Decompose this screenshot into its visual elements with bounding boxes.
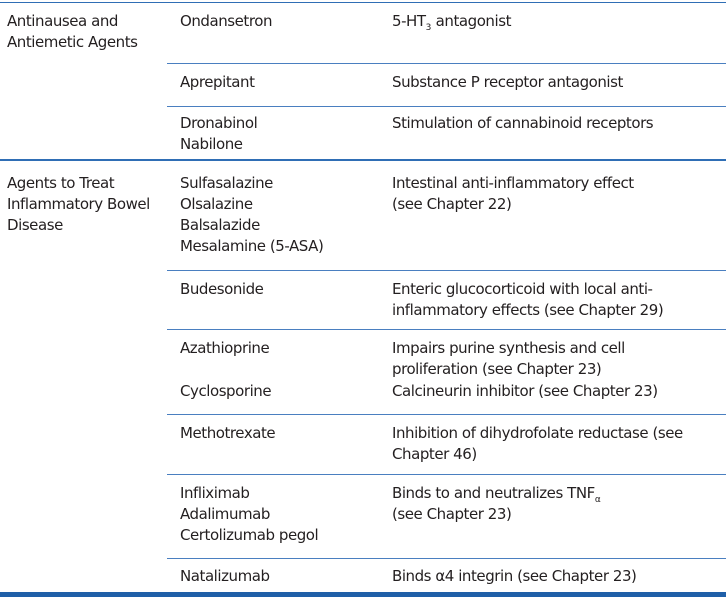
drug-name xyxy=(180,338,269,359)
mechanism-part: 5-HT xyxy=(392,12,426,30)
mechanism-subscript: α xyxy=(594,495,601,505)
row-divider xyxy=(167,63,726,64)
mechanism-line: Stimulation of cannabinoid receptors xyxy=(392,114,654,132)
mechanism-line: Binds α4 integrin (see Chapter 23) xyxy=(392,567,637,585)
row-divider xyxy=(167,558,726,559)
drug-line: Adalimumab xyxy=(180,505,270,523)
mechanism-line xyxy=(392,11,511,32)
mechanism-text xyxy=(392,566,636,587)
mechanism-line: Calcineurin inhibitor (see Chapter 23) xyxy=(392,382,658,400)
table-bottom-rule xyxy=(0,592,726,597)
mechanism-line: (see Chapter 23) xyxy=(392,505,512,523)
drug-line: Balsalazide xyxy=(180,216,260,234)
row-divider xyxy=(167,474,726,475)
drug-name xyxy=(180,381,271,402)
mechanism-text xyxy=(392,338,625,380)
drug-line: Methotrexate xyxy=(180,424,276,442)
drug-line: Olsalazine xyxy=(180,195,253,213)
drug-line: Budesonide xyxy=(180,280,264,298)
drug-name xyxy=(180,423,275,444)
drug-line: Aprepitant xyxy=(180,73,255,91)
category-label xyxy=(7,11,138,53)
drug-line: Certolizumab pegol xyxy=(180,526,319,544)
drug-name xyxy=(180,279,263,300)
table-top-rule xyxy=(0,2,726,3)
drug-line: Dronabinol xyxy=(180,114,258,132)
category-line: Antiemetic Agents xyxy=(7,33,138,51)
drug-line: Cyclosporine xyxy=(180,382,272,400)
mechanism-line: proliferation (see Chapter 23) xyxy=(392,360,602,378)
mechanism-part: antagonist xyxy=(431,12,512,30)
drug-line: Mesalamine (5-ASA) xyxy=(180,237,324,255)
mechanism-line: Intestinal anti-inflammatory effect xyxy=(392,174,634,192)
mechanism-line: Inhibition of dihydrofolate reductase (see xyxy=(392,424,683,442)
mechanism-text xyxy=(392,113,653,134)
row-divider xyxy=(167,270,726,271)
mechanism-line: Impairs purine synthesis and cell xyxy=(392,339,625,357)
mechanism-text xyxy=(392,483,601,525)
mechanism-line: Enteric glucocorticoid with local anti- xyxy=(392,280,653,298)
drug-line: Ondansetron xyxy=(180,12,273,30)
mechanism-text xyxy=(392,423,683,465)
drug-line: Nabilone xyxy=(180,135,243,153)
drug-name xyxy=(180,113,257,155)
mechanism-line xyxy=(392,483,601,504)
mechanism-subscript: 3 xyxy=(425,23,432,33)
drug-line: Infliximab xyxy=(180,484,250,502)
mechanism-text xyxy=(392,11,511,32)
mechanism-text xyxy=(392,72,623,93)
category-line: Inflammatory Bowel xyxy=(7,195,150,213)
section-divider xyxy=(0,159,726,161)
category-line: Agents to Treat xyxy=(7,174,115,192)
row-divider xyxy=(167,414,726,415)
drug-name xyxy=(180,11,272,32)
category-line: Disease xyxy=(7,216,63,234)
mechanism-text xyxy=(392,173,634,215)
drug-line: Azathioprine xyxy=(180,339,270,357)
mechanism-text xyxy=(392,381,658,402)
mechanism-text xyxy=(392,279,663,321)
drug-line: Sulfasalazine xyxy=(180,174,273,192)
mechanism-line: inflammatory effects (see Chapter 29) xyxy=(392,301,664,319)
drug-name xyxy=(180,566,270,587)
mechanism-line: Chapter 46) xyxy=(392,445,477,463)
drug-line: Natalizumab xyxy=(180,567,270,585)
drug-name xyxy=(180,483,318,546)
category-label xyxy=(7,173,150,236)
mechanism-part: Binds to and neutralizes TNF xyxy=(392,484,595,502)
row-divider xyxy=(167,106,726,107)
mechanism-line: Substance P receptor antagonist xyxy=(392,73,623,91)
mechanism-line: (see Chapter 22) xyxy=(392,195,512,213)
drug-name xyxy=(180,173,323,257)
row-divider xyxy=(167,329,726,330)
drug-name xyxy=(180,72,255,93)
category-line: Antinausea and xyxy=(7,12,118,30)
